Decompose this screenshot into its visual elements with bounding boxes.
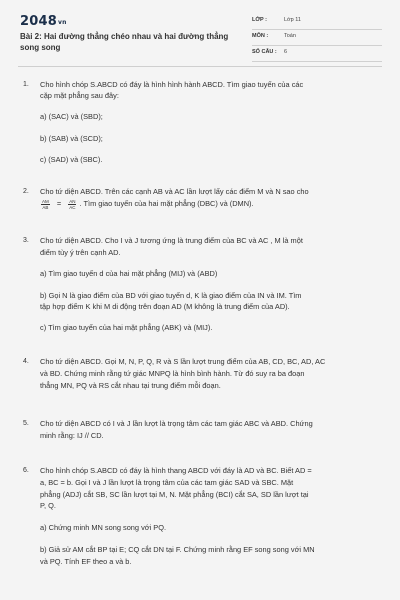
question-part: b) Gọi N là giao điểm của BD với giao tuyến d, K là giao điểm của IN và IM. Tìm — [40, 291, 302, 300]
question-text: và BD. Chứng minh rằng tứ giác MNPQ là hình bình hành. Từ đó suy ra ba đoạn — [40, 369, 305, 378]
question-part: b) Giả sử AM cắt BP tại E; CQ cắt DN tại F. Chứng minh rằng EF song song với MN — [40, 545, 315, 554]
question-text: cặp mặt phẳng sau đây: — [40, 91, 119, 100]
meta-value: 6 — [284, 49, 288, 55]
question-text: Cho hình chóp S.ABCD có đáy là hình thang ABCD với đáy là AD và BC. Biết AD = — [40, 466, 312, 475]
question-text: Cho tứ diện ABCD. Cho I và J tương ứng là trung điểm của BC và AC , M là một — [40, 236, 303, 245]
question-part: c) Tìm giao tuyến của hai mặt phẳng (ABK) và (MIJ). — [40, 323, 213, 332]
question-text-with-fraction: $\frac{AM}{AB}$ = $\frac{AN}{AC}$ . Tìm giao tuyến của hai mặt phẳng (DBC) và (DMN). — [42, 198, 254, 210]
question-text: Cho hình chóp S.ABCD có đáy là hình hình hành ABCD. Tìm giao tuyến của các — [40, 80, 304, 89]
fraction: $\frac{AM}{AB}$ — [42, 198, 49, 210]
question-part: tập hợp điểm K khi M di động trên đoạn AD (M không là trung điểm của AD). — [40, 302, 290, 311]
site-logo[interactable]: 2048vn — [20, 14, 67, 29]
question-number: 4. — [23, 358, 29, 365]
question-text: Cho tứ diện ABCD có I và J lần lượt là trọng tâm các tam giác ABC và ABD. Chứng — [40, 419, 313, 428]
question-part: a) Tìm giao tuyến d của hai mặt phẳng (MIJ) và (ABD) — [40, 269, 218, 278]
meta-label: LỚP : — [252, 17, 267, 23]
question-number: 2. — [23, 188, 29, 195]
lesson-title: Bài 2: Hai đường thẳng chéo nhau và hai đường thẳng song song — [20, 32, 229, 52]
question-number: 6. — [23, 467, 29, 474]
question-number: 5. — [23, 420, 29, 427]
question-text: a, BC = b. Gọi I và J lần lượt là trọng tâm của các tam giác SAD và SBC. Mặt — [40, 478, 294, 487]
question-text: điểm tùy ý trên cạnh AD. — [40, 248, 121, 257]
question-number: 1. — [23, 81, 29, 88]
meta-value: Toán — [284, 33, 296, 39]
question-text: Cho tứ diện ABCD. Trên các cạnh AB và AC lần lượt lấy các điểm M và N sao cho — [40, 187, 309, 196]
question-text: phẳng (ADJ) cắt SB, SC lần lượt tại M, N. Mặt phẳng (BCI) cắt SA, SD lần lượt tại — [40, 490, 309, 499]
question-text: minh rằng: IJ // CD. — [40, 431, 104, 440]
meta-label: SỐ CÂU : — [252, 49, 277, 55]
question-part: a) Chứng minh MN song song với PQ. — [40, 523, 167, 532]
question-part: a) (SAC) và (SBD); — [40, 112, 103, 121]
question-part: c) (SAD) và (SBC). — [40, 155, 103, 164]
question-text: P, Q. — [40, 501, 56, 510]
fraction: $\frac{AN}{AC}$ — [69, 198, 76, 210]
question-part: b) (SAB) và (SCD); — [40, 134, 103, 143]
question-number: 3. — [23, 237, 29, 244]
meta-label: MÔN : — [252, 33, 269, 39]
meta-value: Lớp 11 — [284, 17, 301, 23]
question-text: thẳng MN, PQ và RS cắt nhau tại trung điểm mỗi đoạn. — [40, 381, 221, 390]
question-text: Cho tứ diện ABCD. Gọi M, N, P, Q, R và S lần lượt trung điểm của AB, CD, BC, AD, AC — [40, 357, 326, 366]
question-part: và PQ. Tính EF theo a và b. — [40, 557, 132, 566]
